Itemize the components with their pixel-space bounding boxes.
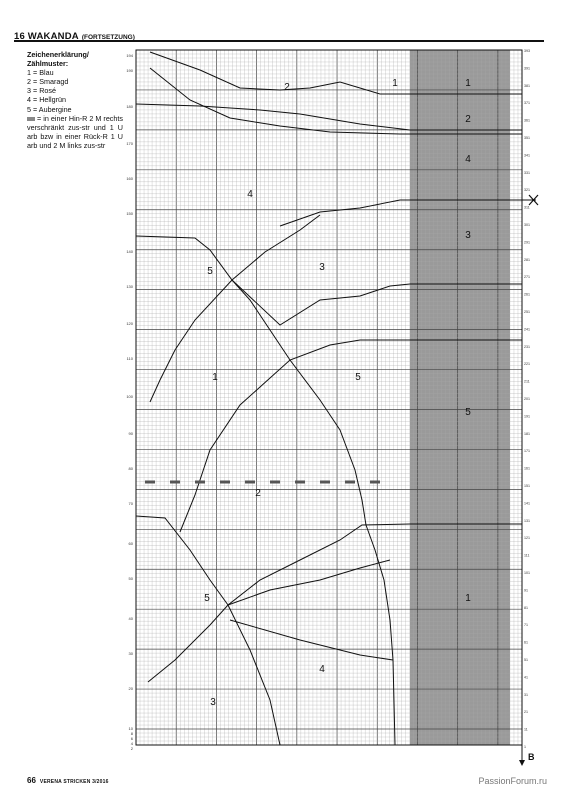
right-tick-label: 211 [524,379,530,384]
color-area-label: 3 [319,262,325,273]
right-tick-label: 261 [524,292,530,297]
left-tick-label: 6 [130,736,133,741]
right-tick-label: 231 [524,344,530,349]
right-tick-label: 141 [524,501,530,506]
right-tick-label: 191 [524,414,530,419]
right-tick-label: 101 [524,571,530,575]
right-tick-label: 181 [524,431,530,436]
color-area-label: 4 [465,154,471,165]
right-tick-label: 151 [524,484,530,488]
left-tick-label: 100 [126,394,133,399]
color-area-label: 1 [392,78,398,89]
page-footer [27,776,109,785]
right-tick-label: 241 [524,327,530,332]
legend-heading-1: Zeichenerklärung/ [27,50,89,59]
left-tick-label: 40 [128,616,133,621]
bottom-arrow-icon [519,760,525,766]
left-tick-label: 80 [128,466,133,471]
right-tick-label: 341 [524,153,530,158]
right-tick-label: 393 [524,49,530,53]
right-tick-label: 121 [524,536,530,541]
right-tick-label: 201 [524,397,530,401]
left-tick-label: 4 [130,741,133,746]
color-area-label: 3 [210,697,216,708]
color-area-label: 2 [255,488,261,499]
right-tick-label: 161 [524,466,530,471]
right-tick-label: 131 [524,518,530,523]
watermark: PassionForum.ru [478,776,547,786]
right-tick-label: 21 [524,710,528,715]
legend-item-4: 4 = Hellgrün [27,95,66,105]
right-tick-label: 311 [524,205,530,210]
right-tick-label: 81 [524,605,528,610]
legend-heading-2: Zählmuster: [27,59,69,69]
left-tick-label: 150 [126,211,133,216]
right-tick-label: 391 [524,66,530,71]
right-tick-label: 221 [524,362,530,367]
boundary-line [230,620,393,660]
color-area-label: 5 [355,372,361,383]
color-area-label: 2 [465,114,471,125]
right-tick-label: 371 [524,101,530,106]
color-area-label: 4 [247,189,253,200]
right-tick-label: 271 [524,275,530,280]
left-tick-label: 8 [130,731,133,736]
left-tick-label: 180 [126,104,133,109]
color-area-label: 5 [204,593,210,604]
boundary-line [150,215,320,402]
right-tick-label: 281 [524,257,530,262]
left-tick-label: 110 [126,356,133,361]
right-tick-label: 321 [524,188,530,193]
boundary-line [136,236,395,745]
right-tick-label: 51 [524,658,528,662]
right-stitch-numbers [524,49,530,749]
right-tick-label: 31 [524,692,528,697]
right-tick-label: 351 [524,136,530,140]
right-tick-label: 1 [524,745,526,749]
right-tick-label: 111 [524,553,530,558]
left-tick-label: 2 [130,746,133,751]
left-tick-label: 140 [126,249,133,254]
left-tick-label: 120 [126,321,133,326]
right-tick-label: 71 [524,623,528,628]
left-tick-label: 60 [128,541,133,546]
left-row-numbers [126,53,133,751]
boundary-line [136,516,280,745]
left-tick-label: 20 [128,686,133,691]
legend-item-3: 3 = Rosé [27,86,56,96]
legend-item-5: 5 = Aubergine [27,104,72,114]
color-area-label: 4 [319,664,325,675]
pattern-title: 16 WAKANDA [14,31,79,42]
color-area-label: 5 [207,266,213,277]
page-number: 66 [27,776,36,785]
left-tick-label: 130 [126,284,133,289]
legend-note-rest: 2 M rechts verschränkt zus-str und 1 U arb bzw in einer Rück-R 1 U arb und 2 M links zus-str [27,113,123,150]
left-tick-label: 10 [128,726,133,731]
left-tick-label: 190 [126,68,133,73]
right-tick-label: 361 [524,118,530,123]
left-tick-label: 30 [128,651,133,656]
right-tick-label: 301 [524,223,530,227]
color-area-label: 5 [465,407,471,418]
right-tick-label: 381 [524,83,530,88]
left-tick-label: 70 [128,501,133,506]
right-tick-label: 61 [524,640,528,645]
left-tick-label: 90 [128,431,133,436]
left-tick-label: 160 [126,176,133,181]
left-tick-label: 50 [128,576,133,581]
color-area-label: 1 [212,372,218,383]
legend-note-first: = in einer Hin-R [37,113,88,123]
legend-item-1: 1 = Blau [27,68,54,78]
right-tick-label: 41 [524,675,528,680]
left-tick-label: 194 [126,53,133,58]
color-area-label: 1 [465,78,471,89]
left-tick-label: 170 [126,141,133,146]
right-tick-label: 11 [524,727,528,732]
bottom-label-b: B [528,752,535,762]
right-tick-label: 91 [524,588,528,593]
color-area-label: 2 [284,82,290,93]
pattern-subtitle: (FORTSETZUNG) [81,34,135,41]
right-tick-label: 331 [524,170,530,175]
magazine-name: VERENA STRICKEN 3/2016 [39,779,109,785]
legend-item-2: 2 = Smaragd [27,77,69,87]
right-tick-label: 171 [524,449,530,454]
color-area-label: 1 [465,593,471,604]
color-area-label: 3 [465,230,471,241]
right-tick-label: 251 [524,310,530,314]
right-tick-label: 291 [524,240,530,245]
